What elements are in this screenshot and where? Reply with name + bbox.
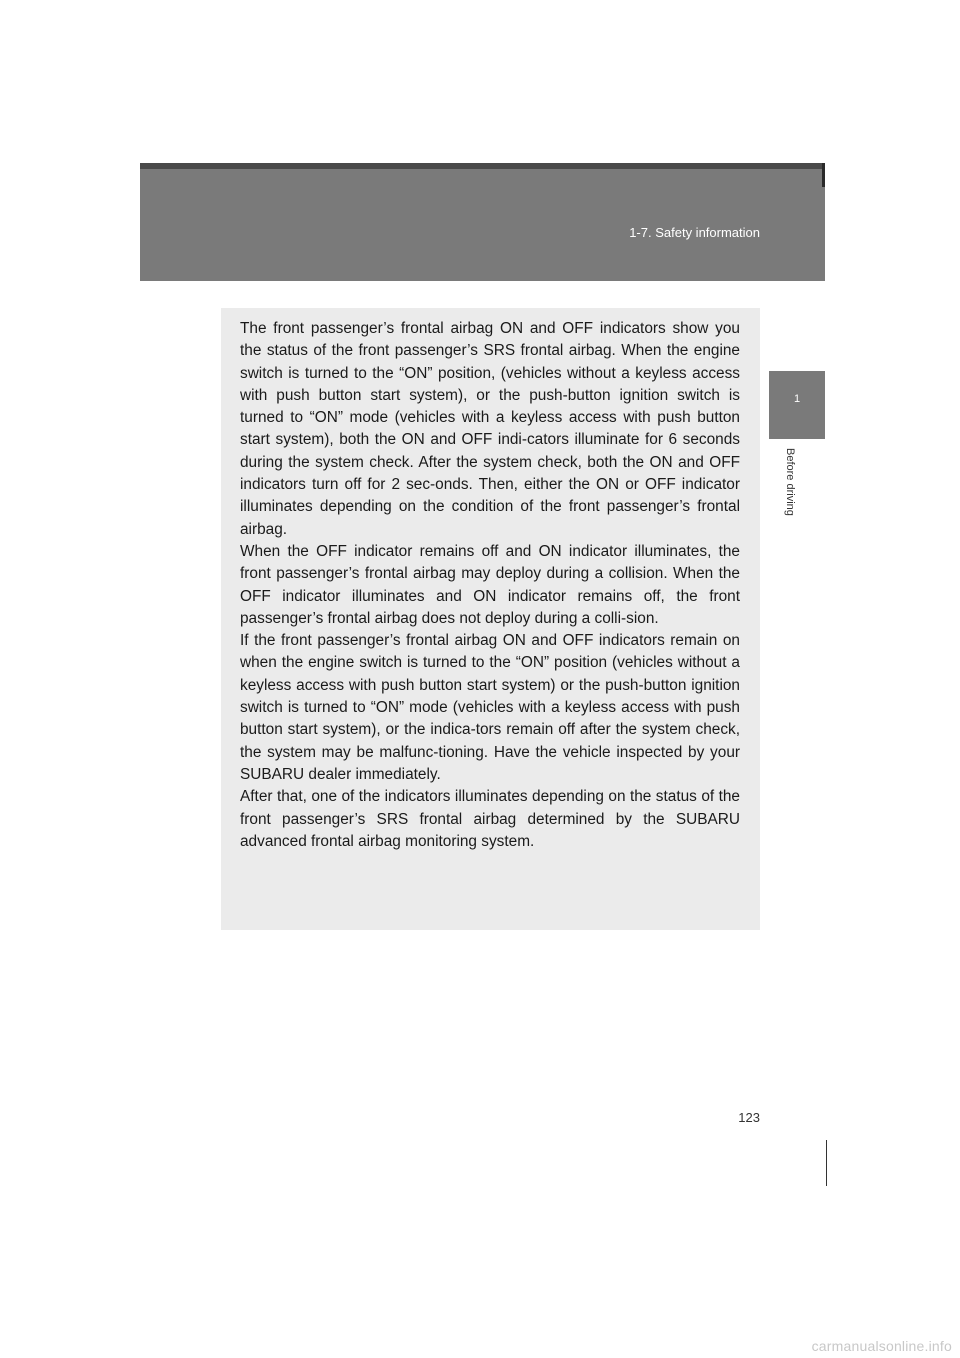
info-paragraph: The front passenger’s frontal airbag ON and OFF indicators show you the status of the front passenger’s SRS frontal airbag. When the engine switch is turned to the “ON” position, (vehicles without a keyless access with push button start system), or the push-button ignition switch is turned to “ON” mode (vehicles with a keyless access with push button start system), both the ON and OFF indi-cators illuminate for 6 seconds during the system check. After the system check, both the ON and OFF indicators turn off for 2 sec-onds. Then, either the ON or OFF indicator illuminates depending on the condition of the front passenger’s frontal airbag. [240, 320, 740, 538]
chapter-tab [769, 371, 825, 439]
watermark: carmanualsonline.info [811, 1338, 952, 1354]
margin-rule [826, 1140, 827, 1186]
page-number: 123 [738, 1110, 760, 1125]
chapter-label: Before driving [784, 448, 796, 516]
header-top-strip [140, 163, 825, 169]
info-paragraph: If the front passenger’s frontal airbag ON and OFF indicators remain on when the engine switch is turned to the “ON” position (vehicles without a keyless access with push button start system) or the push-button ignition switch is turned to “ON” mode (vehicles with a keyless access with push button start system), or the indica-tors remain off after the system check, the system may be malfunc-tioning. Have the vehicle inspected by your SUBARU dealer immediately. [240, 632, 740, 783]
info-paragraph: After that, one of the indicators illuminates depending on the status of the front passenger’s SRS frontal airbag determined by the SUBARU advanced frontal airbag monitoring system. [240, 788, 740, 850]
info-paragraph: When the OFF indicator remains off and ON indicator illuminates, the front passenger’s frontal airbag may deploy during a collision. When the OFF indicator illuminates and ON indicator remains off, the front passenger’s frontal airbag does not deploy during a colli-sion. [240, 542, 740, 627]
section-title: 1-7. Safety information [629, 225, 760, 240]
info-box-text [240, 318, 740, 853]
header-band [140, 163, 825, 281]
crop-mark [822, 163, 825, 187]
chapter-number: 1 [793, 393, 801, 405]
chapter-label-wrapper [782, 448, 796, 558]
